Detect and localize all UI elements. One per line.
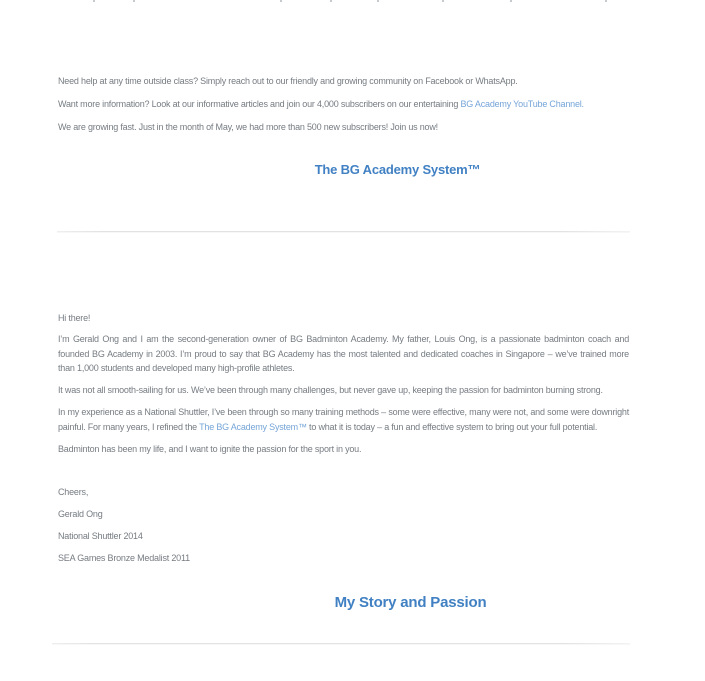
signature-name: Gerald Ong (58, 509, 103, 519)
signature-title-medalist: SEA Games Bronze Medalist 2011 (58, 553, 190, 563)
section-divider (57, 231, 630, 232)
cropped-text-remnant (93, 0, 95, 2)
cropped-text-remnant (280, 0, 282, 2)
bg-academy-system-link[interactable]: The BG Academy System™ (199, 421, 307, 432)
cropped-text-remnant (605, 0, 607, 2)
community-help-paragraph: Need help at any time outside class? Simply reach out to our friendly and growing community on Facebook or WhatsApp. (58, 76, 518, 86)
signature-cheers: Cheers, (58, 487, 89, 497)
youtube-channel-link[interactable]: BG Academy YouTube Channel. (460, 99, 584, 109)
cropped-text-remnant (330, 0, 332, 2)
story-paragraph-3-text-after: to what it is today – a fun and effective system to bring out your full potential. (306, 421, 598, 432)
cropped-text-remnant (377, 0, 379, 2)
story-paragraph-4: Badminton has been my life, and I want to ignite the passion for the sport in you. (58, 444, 362, 454)
story-greeting: Hi there! (58, 313, 91, 323)
bg-academy-system-heading: The BG Academy System™ (314, 162, 481, 177)
cropped-text-remnant (133, 0, 135, 2)
section-divider (52, 643, 630, 644)
more-info-text: Want more information? Look at our informative articles and join our 4,000 subscribers on our entertaining (58, 99, 461, 109)
my-story-heading: My Story and Passion (334, 594, 487, 611)
cropped-text-remnant (442, 0, 444, 2)
story-paragraph-3 (58, 405, 629, 434)
story-paragraph-1: I’m Gerald Ong and I am the second-generation owner of BG Badminton Academy. My father, Louis Ong, is a passionate badminton coach and founded BG Academy in 2003. I’m proud to say that BG Academy has the most talented and dedicated coaches in Singapore – we’ve trained more than 1,000 students and developed many high-profile athletes. (58, 334, 629, 373)
story-paragraph-2: It was not all smooth-sailing for us. We’ve been through many challenges, but never gave up, keeping the passion for badminton burning strong. (58, 385, 603, 395)
signature-title-shuttler: National Shuttler 2014 (58, 531, 143, 541)
more-info-paragraph (58, 97, 629, 112)
cropped-text-remnant (510, 0, 512, 2)
story-paragraph-3-text: In my experience as a National Shuttler, I’ve been through so many training methods – some were effective, many were not, and some were downright painful. For many years, I refined the (58, 407, 629, 432)
growth-paragraph: We are growing fast. Just in the month of May, we had more than 500 new subscribers! Join us now! (58, 122, 438, 132)
